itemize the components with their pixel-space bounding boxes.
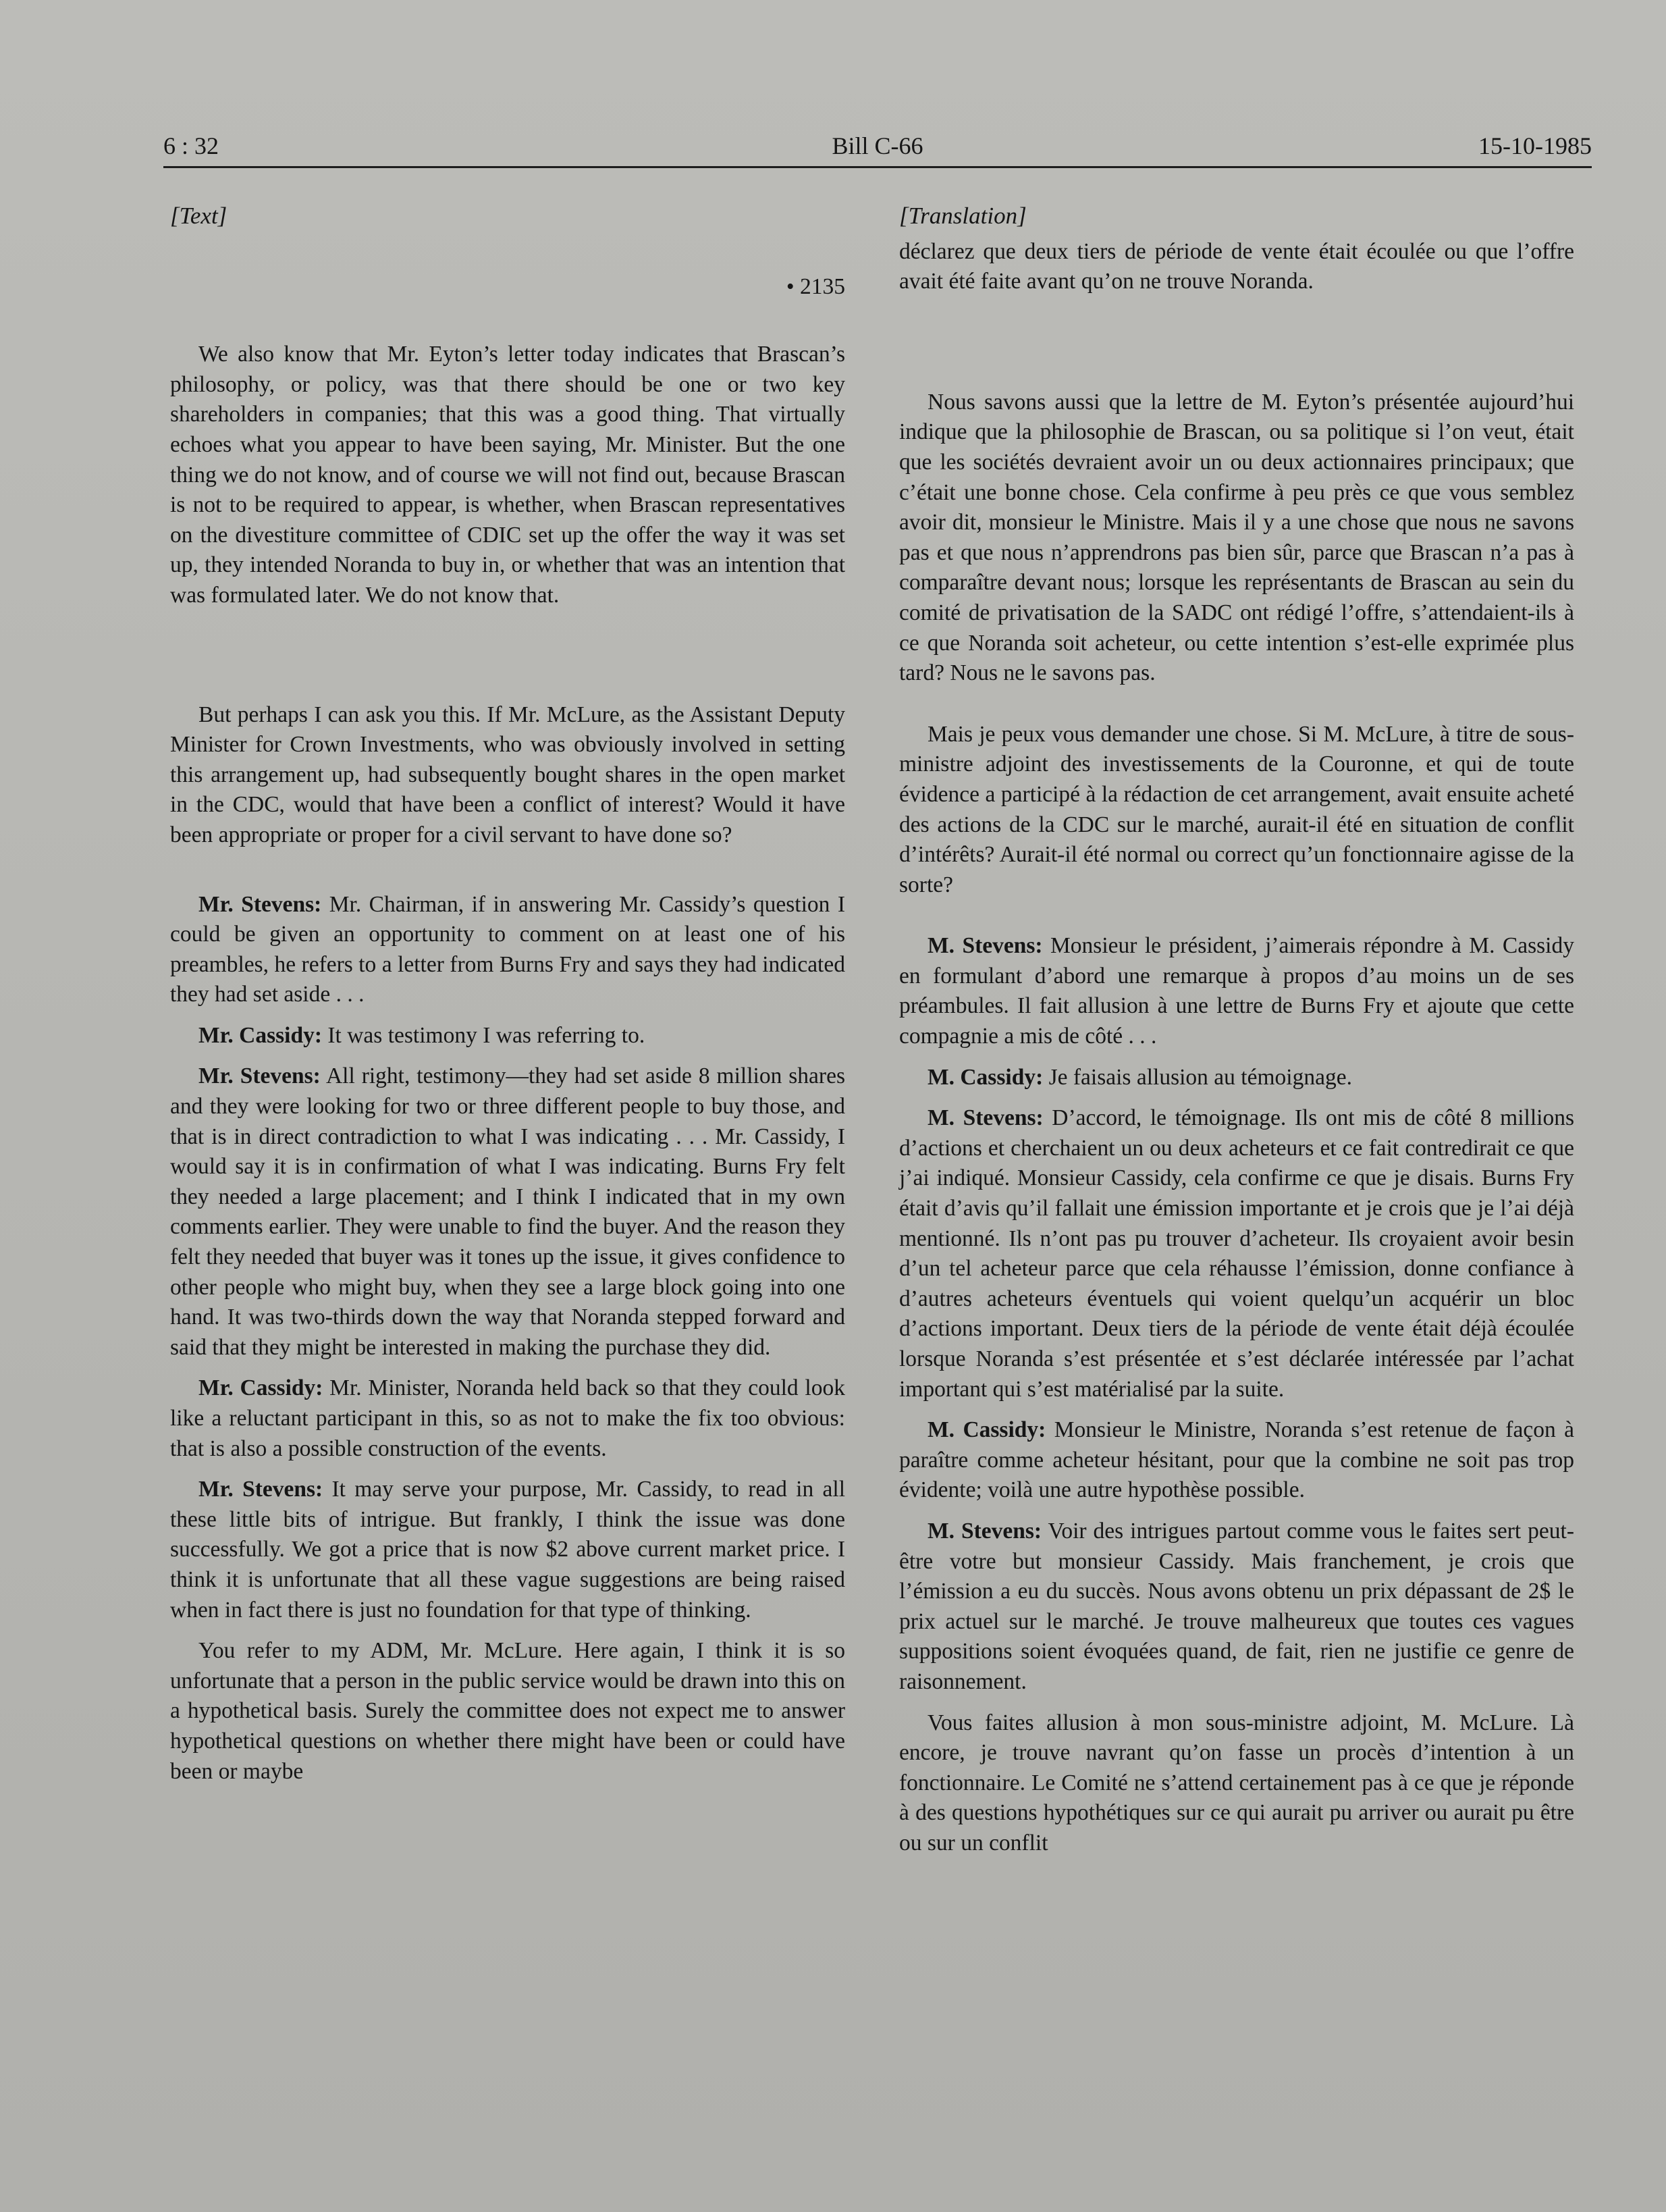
paragraph: Vous faites allusion à mon sous-ministre adjoint, M. McLure. Là encore, je trouve navrant qu’on fasse un procès d’intention à un fonctionnaire. Le Comité ne s’attend certainement pas à ce que je réponde à des questions hypothétiques sur ce qui aurait pu arriver ou aurait pu être ou sur un conflit xyxy=(899,1710,1574,1855)
paragraph: But perhaps I can ask you this. If Mr. McLure, as the Assistant Deputy Minister for Crown Investments, who was obviously involved in setting this arrangement up, had subsequently bought shares in the open market in the CDC, would that have been a conflict of interest? Would it have been appropriate or proper for a civil servant to have done so? xyxy=(170,702,845,847)
speaker-name: Mr. Cassidy: xyxy=(198,1022,323,1048)
speech-text: It was testimony I was referring to. xyxy=(322,1022,645,1048)
translation-label: [Translation] xyxy=(899,203,1027,229)
speaker-name: M. Stevens: xyxy=(928,933,1043,959)
speech-paragraph xyxy=(899,1063,1574,1093)
paragraph: Mais je peux vous demander une chose. Si M. McLure, à titre de sous-ministre adjoint des investissements de la Couronne, et qui de toute évidence a participé à la rédaction de cet arrangement, avait ensuite acheté des actions de la CDC sur le marché, aurait-il été en situation de conflit d’intérêts? Aurait-il été normal ou correct qu’un fonctionnaire agisse de la sorte? xyxy=(899,721,1574,897)
speaker-name: Mr. Stevens: xyxy=(198,1063,321,1089)
speech-paragraph xyxy=(899,1415,1574,1506)
header-rule xyxy=(163,166,1592,168)
paragraph: Nous savons aussi que la lettre de M. Eyton’s présentée aujourd’hui indique que la philosophie de Brascan, ou sa politique si l’on veut, était que les sociétés devraient avoir un ou deux actionnaires principaux; que c’était une bonne chose. Cela confirme à peu près ce que vous semblez avoir dit, monsieur le Ministre. Mais il y a une chose que nous ne savons pas et que nous n’apprendrons pas bien sûr, parce que Brascan n’a pas à comparaître devant nous; lorsque les représentants de Brascan au sein du comité de privatisation de la SADC ont rédigé l’offre, s’attendaient-ils à ce que Noranda soit acheteur, ou cette intention s’est-elle exprimée plus tard? Nous ne le savons pas. xyxy=(899,389,1574,686)
speech-paragraph xyxy=(170,1475,845,1625)
speaker-name: Mr. Stevens: xyxy=(198,891,322,917)
english-column xyxy=(170,201,845,1787)
bill-title: Bill C-66 xyxy=(832,132,923,159)
page-header xyxy=(163,125,1592,165)
french-column xyxy=(899,201,1574,1859)
speech-paragraph xyxy=(170,1373,845,1464)
speaker-name: Mr. Cassidy: xyxy=(198,1375,323,1401)
speaker-name: Mr. Stevens: xyxy=(198,1477,323,1502)
paragraph: We also know that Mr. Eyton’s letter today indicates that Brascan’s philosophy, or policy, was that there should be one or two key shareholders in companies; that this was a good thing. That virtually echoes what you appear to have been saying, Mr. Minister. But the one thing we do not know, and of course we will not find out, because Brascan is not to be required to appear, is whether, when Brascan representatives on the divestiture committee of CDIC set up the offer the way it was set up, they intended Noranda to buy in, or whether that was an intention that was formulated later. We do not know that. xyxy=(170,342,845,608)
speech-paragraph xyxy=(170,1021,845,1051)
speech-text: D’accord, le témoignage. Ils ont mis de côté 8 millions d’actions et cherchaient un ou deux acheteurs et ce fait contredirait ce que j’ai indiqué. Monsieur Cassidy, cela confirme ce que je disais. Burns Fry était d’avis qu’il fallait une émission importante et je crois que je l’ai déjà mentionné. Ils n’ont pas pu trouver d’acheteur. Ils croyaient avoir besin d’un tel acheteur parce que cela réhausse l’émission, donne confiance à d’autres acheteurs éventuels qui voient quelqu’un acquérir un bloc d’actions important. Deux tiers de la période de vente était déjà écoulée lorsque Noranda s’est présentée et s’est déclarée intéressée par l’achat important qui s’est matérialisé par la suite. xyxy=(899,1105,1575,1402)
speech-paragraph xyxy=(170,1061,845,1363)
speech-text: Monsieur le président, j’aimerais répondre à M. Cassidy en formulant d’abord une remarque à propos d’au moins un de ses préambules. Il fait allusion à une lettre de Burns Fry et ajoute que cette compagnie a mis de côté . . . xyxy=(899,933,1574,1049)
speech-text: Mr. Minister, Noranda held back so that they could look like a reluctant participant in this, so as not to make the fix too obvious: that is also a possible construction of the events. xyxy=(170,1375,845,1461)
speaker-name: M. Cassidy: xyxy=(928,1417,1046,1443)
speech-text: All right, testimony—they had set aside 8 million shares and they were looking for two or three different people to buy those, and that is in direct contradiction to what I was indicating . . . Mr. Cassidy, I would say it is in confirmation of what I was indicating. Burns Fry felt they needed a large placement; and I think I indicated that in my own comments earlier. They were unable to find the buyer. And the reason they felt they needed that buyer was it tones up the issue, it gives confidence to other people who might buy, when they see a large block going into one hand. It was two-thirds down the way that Noranda stepped forward and said that they might be interested in making the purchase they did. xyxy=(170,1063,845,1360)
speech-text: Voir des intrigues partout comme vous le faites sert peut-être votre but monsieur Cassidy. Mais franchement, je crois que l’émission a eu du succès. Nous avons obtenu un prix dépassant de 2$ le prix actuel sur le marché. Je trouve malheureux que toutes ces vagues suppositions soient évoquées quand, de fait, rien ne justifie ce genre de raisonnement. xyxy=(899,1518,1574,1694)
paragraph: déclarez que deux tiers de période de vente était écoulée ou que l’offre avait été faite avant qu’on ne trouve Noranda. xyxy=(899,238,1574,294)
speech-text: Mr. Chairman, if in answering Mr. Cassidy’s question I could be given an opportunity to comment on at least one of his preambles, he refers to a letter from Burns Fry and says they had indicated they had set aside . . . xyxy=(170,891,845,1007)
speech-paragraph xyxy=(899,1103,1574,1404)
speech-paragraph xyxy=(899,1517,1574,1697)
speech-paragraph xyxy=(899,931,1574,1051)
time-marker: • 2135 xyxy=(786,273,845,299)
speaker-name: M. Stevens: xyxy=(928,1105,1044,1131)
speech-text: It may serve your purpose, Mr. Cassidy, to read in all these little bits of intrigue. But frankly, I think the issue was done successfully. We got a price that is now $2 above current market price. I think it is unfortunate that all these vague suggestions are being raised when in fact there is just no foundation for that type of thinking. xyxy=(170,1477,846,1623)
header-date: 15-10-1985 xyxy=(1478,132,1592,159)
speaker-name: M. Cassidy: xyxy=(928,1064,1044,1090)
speech-text: Je faisais allusion au témoignage. xyxy=(1043,1064,1352,1090)
speaker-name: M. Stevens: xyxy=(928,1518,1042,1544)
text-label: [Text] xyxy=(170,203,227,229)
speech-text: Monsieur le Ministre, Noranda s’est retenue de façon à paraître comme acheteur hésitant, pour que la combine ne soit pas trop évidente; voilà une autre hypothèse possible. xyxy=(899,1417,1575,1503)
page-reference: 6 : 32 xyxy=(163,132,219,159)
speech-paragraph xyxy=(170,890,845,1010)
paragraph: You refer to my ADM, Mr. McLure. Here again, I think it is so unfortunate that a person in the public service would be drawn into this on a hypothetical basis. Surely the committee does not expect me to answer hypothetical questions on whether there might have been or could have been or maybe xyxy=(170,1638,845,1784)
